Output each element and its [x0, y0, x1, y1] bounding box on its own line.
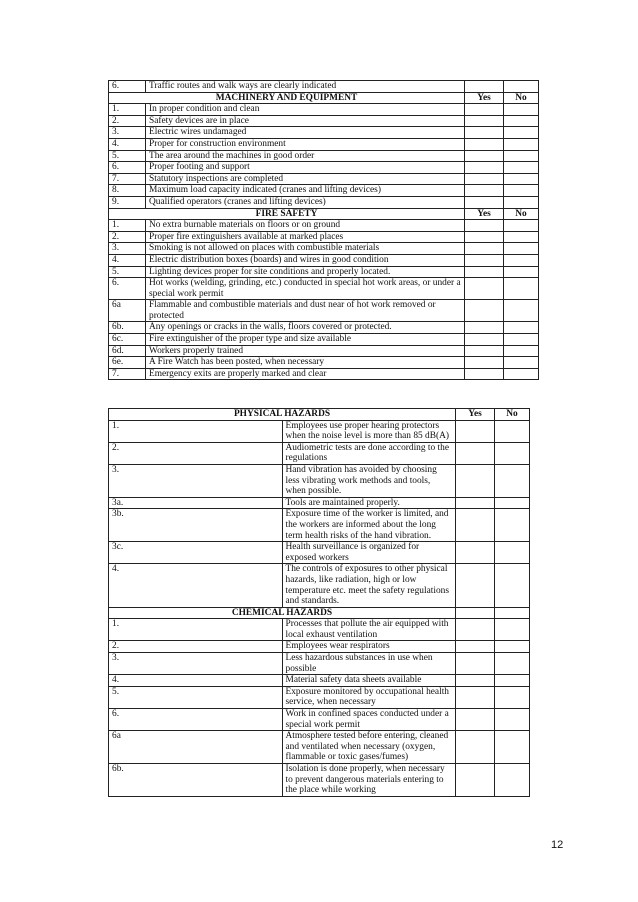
- checklist-row: [109, 185, 539, 197]
- no-check-cell[interactable]: [504, 231, 539, 243]
- checklist-table-machinery-fire: [108, 80, 539, 380]
- yes-check-cell[interactable]: [465, 334, 504, 346]
- no-check-cell[interactable]: [495, 442, 530, 464]
- no-check-cell[interactable]: [504, 266, 539, 278]
- item-text: In proper condition and clean: [146, 104, 465, 116]
- item-number: 3.: [109, 127, 146, 139]
- no-check-cell[interactable]: [504, 254, 539, 266]
- no-check-cell[interactable]: [504, 220, 539, 232]
- item-number: 4.: [109, 138, 146, 150]
- checklist-row: [109, 138, 539, 150]
- item-number: 7.: [109, 173, 146, 185]
- yes-check-cell[interactable]: [465, 115, 504, 127]
- yes-check-cell[interactable]: [465, 127, 504, 139]
- no-check-cell[interactable]: [504, 185, 539, 197]
- checklist-row: [109, 334, 539, 346]
- no-check-cell[interactable]: [495, 497, 530, 509]
- item-number: 2.: [109, 231, 146, 243]
- yes-check-cell[interactable]: [465, 278, 504, 300]
- item-text: Work in confined spaces conducted under a special work permit: [282, 709, 456, 731]
- checklist-row: [109, 686, 530, 708]
- item-text: Any openings or cracks in the walls, floors covered or protected.: [146, 322, 465, 334]
- checklist-row: [109, 368, 539, 380]
- yes-check-cell[interactable]: [465, 231, 504, 243]
- yes-check-cell[interactable]: [465, 196, 504, 208]
- yes-check-cell[interactable]: [456, 641, 495, 653]
- item-text: No extra burnable materials on floors or on ground: [146, 220, 465, 232]
- checklist-row: [109, 731, 530, 764]
- yes-check-cell[interactable]: [456, 686, 495, 708]
- item-text: Safety devices are in place: [146, 115, 465, 127]
- item-number: 9.: [109, 196, 146, 208]
- checklist-row: [109, 220, 539, 232]
- item-text: Workers properly trained: [146, 345, 465, 357]
- item-text: Isolation is done properly, when necessary to prevent dangerous materials entering to the place while working: [282, 764, 456, 797]
- no-check-cell[interactable]: [504, 322, 539, 334]
- section-header-row: [109, 92, 539, 104]
- checklist-row: [109, 442, 530, 464]
- item-text: Statutory inspections are completed: [146, 173, 465, 185]
- yes-check-cell[interactable]: [456, 509, 495, 542]
- item-number: 6c.: [109, 334, 146, 346]
- no-column-header: No: [495, 409, 530, 421]
- no-check-cell[interactable]: [495, 641, 530, 653]
- yes-check-cell[interactable]: [456, 564, 495, 607]
- item-text: Fire extinguisher of the proper type and size available: [146, 334, 465, 346]
- yes-check-cell[interactable]: [456, 731, 495, 764]
- checklist-row: [109, 675, 530, 687]
- yes-check-cell[interactable]: [456, 619, 495, 641]
- checklist-row: [109, 509, 530, 542]
- checklist-row: [109, 641, 530, 653]
- item-text: Electric distribution boxes (boards) and wires in good condition: [146, 254, 465, 266]
- yes-check-cell[interactable]: [465, 266, 504, 278]
- item-number: 6a: [109, 300, 146, 322]
- section-title: PHYSICAL HAZARDS: [109, 409, 456, 421]
- yes-check-cell[interactable]: [465, 322, 504, 334]
- yes-column-header: Yes: [456, 409, 495, 421]
- no-check-cell[interactable]: [504, 104, 539, 116]
- no-check-cell[interactable]: [495, 731, 530, 764]
- no-check-cell[interactable]: [504, 162, 539, 174]
- yes-check-cell[interactable]: [465, 185, 504, 197]
- yes-check-cell[interactable]: [456, 675, 495, 687]
- yes-column-header: Yes: [465, 208, 504, 220]
- item-text: Less hazardous substances in use when possible: [282, 653, 456, 675]
- checklist-row: [109, 322, 539, 334]
- checklist-row: [109, 420, 530, 442]
- item-number: 5.: [109, 686, 283, 708]
- yes-check-cell[interactable]: [465, 220, 504, 232]
- item-text: Exposure time of the worker is limited, and the workers are informed about the long term health risks of the hand vibration.: [282, 509, 456, 542]
- item-number: 3.: [109, 653, 283, 675]
- section-header-row: [109, 409, 530, 421]
- section-title: FIRE SAFETY: [109, 208, 465, 220]
- item-text: Traffic routes and walk ways are clearly indicated: [146, 81, 465, 93]
- no-column-header: [495, 607, 530, 619]
- yes-check-cell[interactable]: [456, 464, 495, 497]
- checklist-row: [109, 564, 530, 607]
- checklist-row: [109, 173, 539, 185]
- no-check-cell[interactable]: [495, 675, 530, 687]
- item-number: 6.: [109, 709, 283, 731]
- item-number: 2.: [109, 442, 283, 464]
- checklist-row: [109, 162, 539, 174]
- no-check-cell[interactable]: [504, 368, 539, 380]
- checklist-row: [109, 81, 539, 93]
- item-number: 1.: [109, 220, 146, 232]
- no-check-cell[interactable]: [504, 300, 539, 322]
- item-text: Employees wear respirators: [282, 641, 456, 653]
- checklist-row: [109, 278, 539, 300]
- no-check-cell[interactable]: [495, 464, 530, 497]
- section-header-row: [109, 607, 530, 619]
- item-number: 6e.: [109, 357, 146, 369]
- item-number: 2.: [109, 641, 283, 653]
- item-text: Atmosphere tested before entering, cleaned and ventilated when necessary (oxygen, flammable or toxic gases/fumes): [282, 731, 456, 764]
- yes-check-cell[interactable]: [465, 138, 504, 150]
- checklist-row: [109, 115, 539, 127]
- item-text: Material safety data sheets available: [282, 675, 456, 687]
- yes-check-cell[interactable]: [465, 243, 504, 255]
- no-check-cell[interactable]: [504, 138, 539, 150]
- checklist-row: [109, 104, 539, 116]
- item-number: 6a: [109, 731, 283, 764]
- yes-check-cell[interactable]: [465, 173, 504, 185]
- item-number: 6.: [109, 278, 146, 300]
- item-number: 5.: [109, 266, 146, 278]
- no-check-cell[interactable]: [504, 173, 539, 185]
- yes-check-cell[interactable]: [465, 300, 504, 322]
- item-text: Qualified operators (cranes and lifting devices): [146, 196, 465, 208]
- item-number: 4.: [109, 675, 283, 687]
- checklist-row: [109, 764, 530, 797]
- item-text: A Fire Watch has been posted, when necessary: [146, 357, 465, 369]
- item-text: The controls of exposures to other physical hazards, like radiation, high or low temperature etc. meet the safety regulations and standards.: [282, 564, 456, 607]
- item-number: 5.: [109, 150, 146, 162]
- item-number: 3a.: [109, 497, 283, 509]
- item-text: Hand vibration has avoided by choosing less vibrating work methods and tools, when possible.: [282, 464, 456, 497]
- no-check-cell[interactable]: [504, 334, 539, 346]
- yes-check-cell[interactable]: [456, 764, 495, 797]
- item-number: 6b.: [109, 322, 146, 334]
- item-text: Tools are maintained properly.: [282, 497, 456, 509]
- section-title: CHEMICAL HAZARDS: [109, 607, 456, 619]
- no-column-header: No: [504, 208, 539, 220]
- no-check-cell[interactable]: [504, 243, 539, 255]
- item-number: 6b.: [109, 764, 283, 797]
- section-title: MACHINERY AND EQUIPMENT: [109, 92, 465, 104]
- yes-check-cell[interactable]: [456, 542, 495, 564]
- page-number: 12: [551, 839, 564, 851]
- section-header-row: [109, 208, 539, 220]
- item-number: 3c.: [109, 542, 283, 564]
- yes-check-cell[interactable]: [465, 345, 504, 357]
- checklist-row: [109, 619, 530, 641]
- item-number: 6d.: [109, 345, 146, 357]
- no-check-cell[interactable]: [504, 127, 539, 139]
- no-check-cell[interactable]: [495, 764, 530, 797]
- item-text: Hot works (welding, grinding, etc.) conducted in special hot work areas, or under a special work permit: [146, 278, 465, 300]
- yes-check-cell[interactable]: [456, 653, 495, 675]
- item-text: Proper footing and support: [146, 162, 465, 174]
- item-number: 2.: [109, 115, 146, 127]
- no-check-cell[interactable]: [495, 509, 530, 542]
- yes-check-cell[interactable]: [456, 420, 495, 442]
- no-check-cell[interactable]: [504, 196, 539, 208]
- no-check-cell[interactable]: [495, 653, 530, 675]
- yes-check-cell[interactable]: [465, 104, 504, 116]
- item-number: 6.: [109, 81, 146, 93]
- no-check-cell[interactable]: [495, 686, 530, 708]
- checklist-row: [109, 243, 539, 255]
- yes-check-cell[interactable]: [456, 497, 495, 509]
- checklist-row: [109, 231, 539, 243]
- yes-check-cell[interactable]: [465, 254, 504, 266]
- item-number: 3.: [109, 464, 283, 497]
- no-column-header: No: [504, 92, 539, 104]
- item-number: 8.: [109, 185, 146, 197]
- yes-check-cell[interactable]: [465, 162, 504, 174]
- item-text: Smoking is not allowed on places with combustible materials: [146, 243, 465, 255]
- no-check-cell[interactable]: [504, 150, 539, 162]
- no-check-cell[interactable]: [495, 709, 530, 731]
- item-text: Processes that pollute the air equipped with local exhaust ventilation: [282, 619, 456, 641]
- no-check-cell[interactable]: [504, 81, 539, 93]
- no-check-cell[interactable]: [495, 619, 530, 641]
- checklist-row: [109, 150, 539, 162]
- yes-check-cell[interactable]: [465, 368, 504, 380]
- checklist-row: [109, 542, 530, 564]
- item-text: Emergency exits are properly marked and clear: [146, 368, 465, 380]
- no-check-cell[interactable]: [504, 278, 539, 300]
- checklist-row: [109, 464, 530, 497]
- item-number: 1.: [109, 104, 146, 116]
- item-number: 7.: [109, 368, 146, 380]
- checklist-row: [109, 497, 530, 509]
- item-text: Exposure monitored by occupational health service, when necessary: [282, 686, 456, 708]
- checklist-row: [109, 300, 539, 322]
- item-number: 3.: [109, 243, 146, 255]
- item-number: 1.: [109, 619, 283, 641]
- no-check-cell[interactable]: [504, 345, 539, 357]
- yes-check-cell[interactable]: [456, 709, 495, 731]
- yes-column-header: Yes: [465, 92, 504, 104]
- item-text: Health surveillance is organized for exposed workers: [282, 542, 456, 564]
- item-text: Maximum load capacity indicated (cranes and lifting devices): [146, 185, 465, 197]
- checklist-row: [109, 127, 539, 139]
- checklist-row: [109, 709, 530, 731]
- item-number: 1.: [109, 420, 283, 442]
- yes-check-cell[interactable]: [456, 442, 495, 464]
- item-text: Electric wires undamaged: [146, 127, 465, 139]
- checklist-row: [109, 266, 539, 278]
- item-text: Employees use proper hearing protectors when the noise level is more than 85 dB(A): [282, 420, 456, 442]
- item-text: Flammable and combustible materials and dust near of hot work removed or protected: [146, 300, 465, 322]
- item-text: The area around the machines in good order: [146, 150, 465, 162]
- no-check-cell[interactable]: [504, 115, 539, 127]
- item-text: Lighting devices proper for site conditions and properly located.: [146, 266, 465, 278]
- checklist-table-physical-chemical: [108, 408, 530, 797]
- item-text: Proper fire extinguishers available at marked places: [146, 231, 465, 243]
- item-text: Audiometric tests are done according to the regulations: [282, 442, 456, 464]
- no-check-cell[interactable]: [504, 357, 539, 369]
- item-number: 4.: [109, 254, 146, 266]
- no-check-cell[interactable]: [495, 542, 530, 564]
- item-number: 3b.: [109, 509, 283, 542]
- item-number: 4.: [109, 564, 283, 607]
- item-text: Proper for construction environment: [146, 138, 465, 150]
- no-check-cell[interactable]: [495, 420, 530, 442]
- checklist-row: [109, 254, 539, 266]
- yes-check-cell[interactable]: [465, 357, 504, 369]
- checklist-row: [109, 196, 539, 208]
- yes-column-header: [456, 607, 495, 619]
- checklist-row: [109, 345, 539, 357]
- checklist-row: [109, 357, 539, 369]
- item-number: 6.: [109, 162, 146, 174]
- no-check-cell[interactable]: [495, 564, 530, 607]
- yes-check-cell[interactable]: [465, 150, 504, 162]
- yes-check-cell[interactable]: [465, 81, 504, 93]
- checklist-row: [109, 653, 530, 675]
